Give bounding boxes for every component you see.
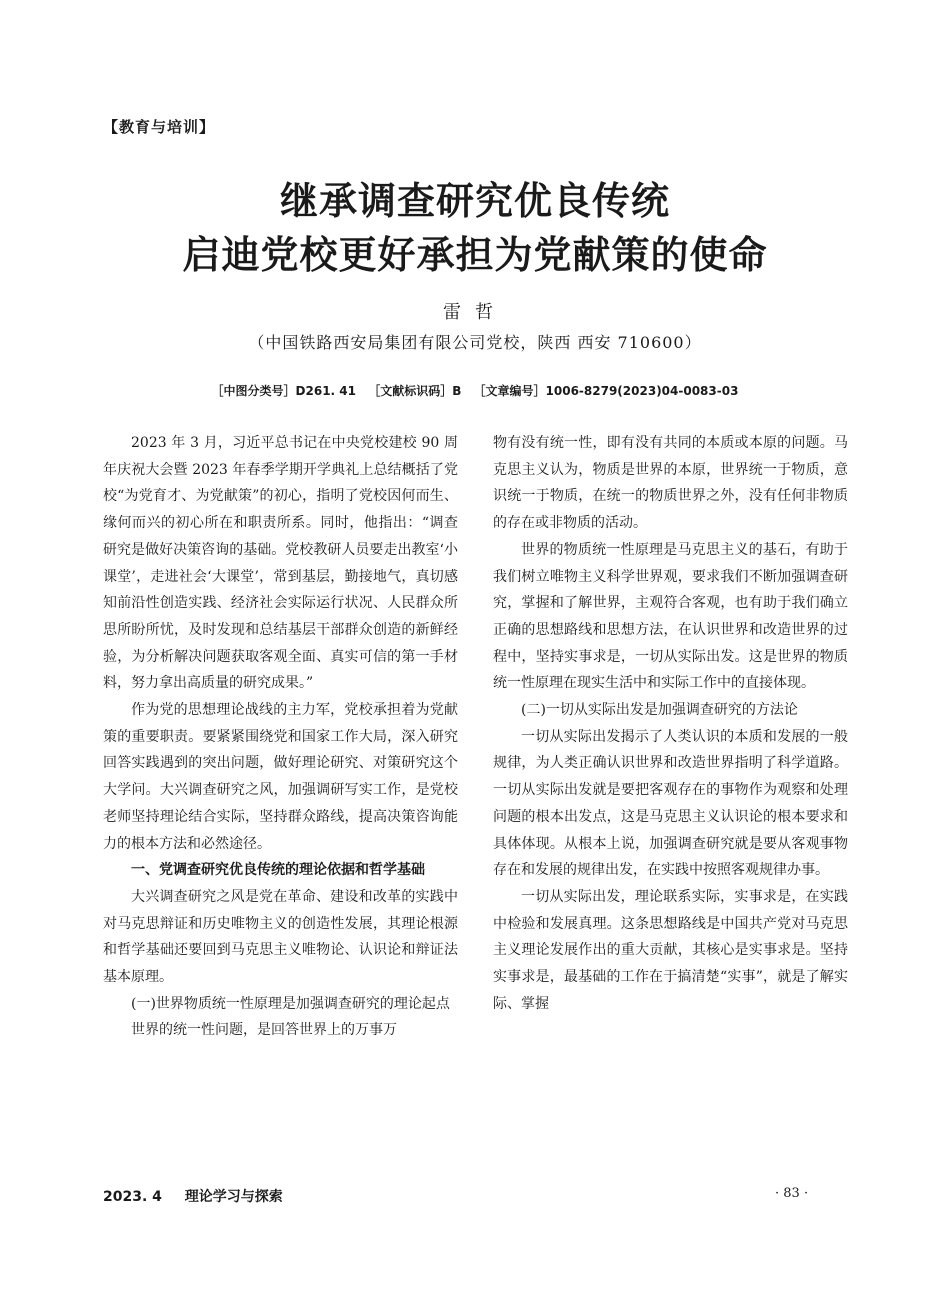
clc-number: ［中图分类号］D261. 41 [211, 384, 356, 398]
left-column [103, 430, 458, 1044]
page-number: · 83 · [775, 1186, 809, 1201]
subsection-heading: (一)世界物质统一性原理是加强调查研究的理论起点 [131, 995, 450, 1012]
article-title-line-1: 继承调查研究优良传统 [279, 178, 670, 223]
right-column [493, 430, 848, 1017]
paragraph: 世界的统一性问题，是回答世界上的万事万 [131, 1022, 397, 1039]
journal-name: 理论学习与探索 [184, 1189, 283, 1205]
paragraph: 一切从实际出发揭示了人类认识的本质和发展的一般规律，为人类正确认识世界和改造世界指明了科学道路。一切从实际出发就是要把客观存在的事物作为观察和处理问题的根本出发点，这是马克思主义认识论的根本要求和具体体现。从根本上说，加强调查研究就是要从客观事物存在和发展的规律出发，在实践中按照客观规律办事。 [493, 728, 848, 879]
paragraph: 物有没有统一性，即有没有共同的本质或本原的问题。马克思主义认为，物质是世界的本原，世界统一于物质，意识统一于物质，在统一的物质世界之外，没有任何非物质的存在或非物质的活动。 [493, 435, 848, 532]
author-name: 雷哲 [443, 302, 507, 323]
section-heading: 一、党调查研究优良传统的理论依据和哲学基础 [131, 862, 425, 879]
paragraph: 一切从实际出发，理论联系实际，实事求是，在实践中检验和发展真理。这条思想路线是中国共产党对马克思主义理论发展作出的重大贡献，其核心是实事求是。坚持实事求是，最基础的工作在于搞清楚“实事”，就是了解实际、掌握 [493, 888, 848, 1012]
author-affiliation: （中国铁路西安局集团有限公司党校，陕西 西安 710600） [248, 333, 702, 352]
classification-meta [0, 382, 950, 399]
paragraph: 大兴调查研究之风是党在革命、建设和改革的实践中对马克思辩证和历史唯物主义的创造性发展，其理论根源和哲学基础还要回到马克思主义唯物论、认识论和辩证法基本原理。 [103, 888, 458, 986]
subsection-heading: (二)一切从实际出发是加强调查研究的方法论 [521, 702, 798, 719]
article-number: ［文章编号］1006-8279(2023)04-0083-03 [473, 384, 739, 398]
journal-footer [103, 1186, 301, 1206]
document-code: ［文献标识码］B [368, 384, 462, 398]
article-title-line-2: 启迪党校更好承担为党献策的使命 [182, 232, 768, 277]
paragraph: 作为党的思想理论战线的主力军，党校承担着为党献策的重要职责。要紧紧围绕党和国家工作大局，深入研究回答实践遇到的突出问题，做好理论研究、对策研究这个大学问。大兴调查研究之风，加强调研写实工作，是党校老师坚持理论结合实际，坚持群众路线，提高决策咨询能力的根本方法和必然途径。 [103, 702, 458, 852]
paragraph: 2023 年 3 月，习近平总书记在中央党校建校 90 周年庆祝大会暨 2023 年春季学期开学典礼上总结概括了党校“为党育才、为党献策”的初心，指明了党校因何而生、缘何而兴的初心所在和职责所系。同时，他指出：“调查研究是做好决策咨询的基础。党校教研人员要走出教室‘小课堂’，走进社会‘大课堂’，常到基层，勤接地气，真切感知前沿性创造实践、经济社会实际运行状况、人民群众所思所盼所忧，及时发现和总结基层干部群众创造的新鲜经验，为分析解决问题获取客观全面、真实可信的第一手材料，努力拿出高质量的研究成果。” [103, 435, 458, 692]
paragraph: 世界的物质统一性原理是马克思主义的基石，有助于我们树立唯物主义科学世界观，要求我们不断加强调查研究，掌握和了解世界，主观符合客观，也有助于我们确立正确的思想路线和思想方法，在认识世界和改造世界的过程中，坚持实事求是，一切从实际出发。这是世界的物质统一性原理在现实生活中和实际工作中的直接体现。 [493, 541, 848, 692]
section-tag: 【教育与培训】 [103, 118, 216, 136]
issue-number: 2023. 4 [103, 1189, 162, 1205]
